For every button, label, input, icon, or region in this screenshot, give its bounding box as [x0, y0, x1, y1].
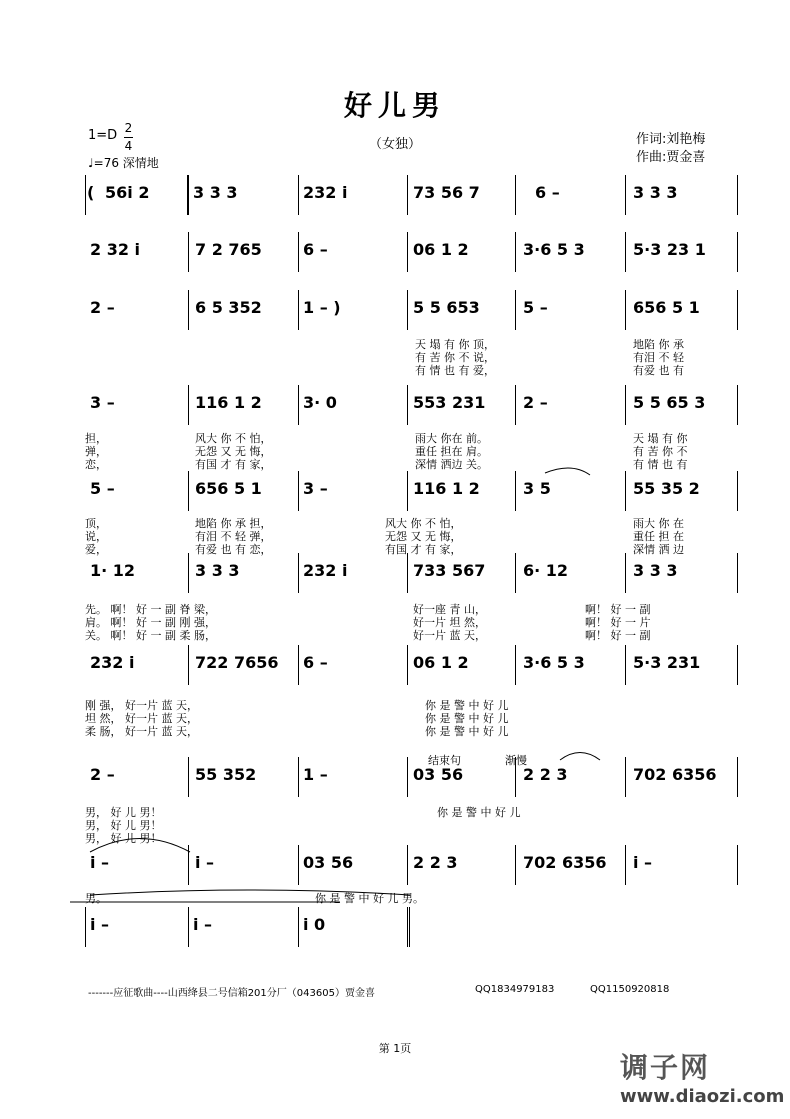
measure-notes: 5 5 653 [413, 298, 480, 317]
measure-notes: 3·6 5 3 [523, 653, 585, 672]
measure-notes: i – [90, 853, 110, 872]
slur [90, 890, 410, 895]
measure-notes: 6 – [303, 653, 328, 672]
measure-notes: 5 5 65 3 [633, 393, 706, 412]
slur [90, 839, 190, 853]
measure-notes: 6 – [535, 183, 560, 202]
measure-notes: 3 3 3 [633, 561, 678, 580]
measure-notes: 232 i [90, 653, 135, 672]
measure-notes: 1· 12 [90, 561, 136, 580]
key-signature: 1=D [88, 128, 118, 143]
site-watermark [620, 1046, 784, 1107]
measure-notes: 553 231 [413, 393, 486, 412]
slur [545, 468, 590, 475]
page-number: 第 1页 [378, 1042, 412, 1055]
time-top: 2 [124, 121, 133, 135]
measure-notes: 3 – [303, 479, 328, 498]
composer: 作曲:贾金喜 [636, 150, 706, 165]
measure-notes: 06 1 2 [413, 240, 469, 259]
measure-notes: 3 3 3 [193, 183, 238, 202]
measure-notes: 5 – [90, 479, 115, 498]
measure-notes: 3 3 3 [633, 183, 678, 202]
lyricist: 作词:刘艳梅 [636, 132, 706, 147]
ending-label: 结束句 [428, 754, 461, 767]
measure-notes: 733 567 [413, 561, 486, 580]
measure-notes: i – [193, 915, 213, 934]
tempo-marking: ♩=76 深情地 [88, 156, 159, 170]
measure-notes: 2 32 i [90, 240, 141, 259]
qq-1: QQ1834979183 [475, 984, 555, 995]
measure-notes: 702 6356 [633, 765, 717, 784]
tempo-text: =76 深情地 [93, 156, 159, 170]
measure-notes: 1 – ) [303, 298, 341, 317]
measure-notes: 3· 0 [303, 393, 337, 412]
measure-notes: i – [90, 915, 110, 934]
measure-notes: 2 – [90, 765, 115, 784]
footer-info: -------应征歌曲----山西绛县二号信箱201分厂（043605）贾金喜 [88, 988, 375, 999]
measure-notes: 7 2 765 [195, 240, 262, 259]
measure-notes: i – [633, 853, 653, 872]
measure-notes: 656 5 1 [633, 298, 700, 317]
measure-notes: i 0 [303, 915, 326, 934]
measure-notes: 2 2 3 [413, 853, 458, 872]
song-subtitle: （女独） [368, 137, 421, 152]
measure-notes: ( [87, 183, 95, 202]
measure-notes: 5 – [523, 298, 548, 317]
measure-notes: 232 i [303, 561, 348, 580]
measure-notes: 3 5 [523, 479, 551, 498]
measure-notes: 116 1 2 [195, 393, 262, 412]
measure-notes: 1 – [303, 765, 328, 784]
watermark-url: www.diaozi.com [620, 1086, 785, 1107]
measure-notes: 73 56 7 [413, 183, 480, 202]
measure-notes: 2 – [523, 393, 548, 412]
measure-notes: 03 56 [303, 853, 354, 872]
measure-notes: 06 1 2 [413, 653, 469, 672]
measure-notes: 116 1 2 [413, 479, 480, 498]
measure-notes: i – [195, 853, 215, 872]
qq-2: QQ1150920818 [590, 984, 670, 995]
song-title: 好儿男 [343, 89, 446, 122]
measure-notes: 656 5 1 [195, 479, 262, 498]
measure-notes: 5·3 231 [633, 653, 701, 672]
measure-notes: 702 6356 [523, 853, 607, 872]
measure-notes: 03 56 [413, 765, 464, 784]
measure-notes: 6· 12 [523, 561, 569, 580]
measure-notes: 722 7656 [195, 653, 279, 672]
measure-notes: 6 5 352 [195, 298, 262, 317]
measure-notes: 232 i [303, 183, 348, 202]
slur [560, 753, 600, 761]
measure-notes: 6 – [303, 240, 328, 259]
measure-notes: 56i 2 [105, 183, 150, 202]
measure-notes: 5·3 23 1 [633, 240, 706, 259]
rit-label: 渐慢 [505, 754, 527, 767]
measure-notes: 55 35 2 [633, 479, 700, 498]
measure-notes: 3·6 5 3 [523, 240, 585, 259]
watermark-cn: 调子网 [620, 1051, 711, 1084]
measure-notes: 2 – [90, 298, 115, 317]
measure-notes: 2 2 3 [523, 765, 568, 784]
measure-notes: 55 352 [195, 765, 257, 784]
measure-notes: 3 3 3 [195, 561, 240, 580]
measure-notes: 3 – [90, 393, 115, 412]
time-bottom: 4 [124, 139, 133, 153]
